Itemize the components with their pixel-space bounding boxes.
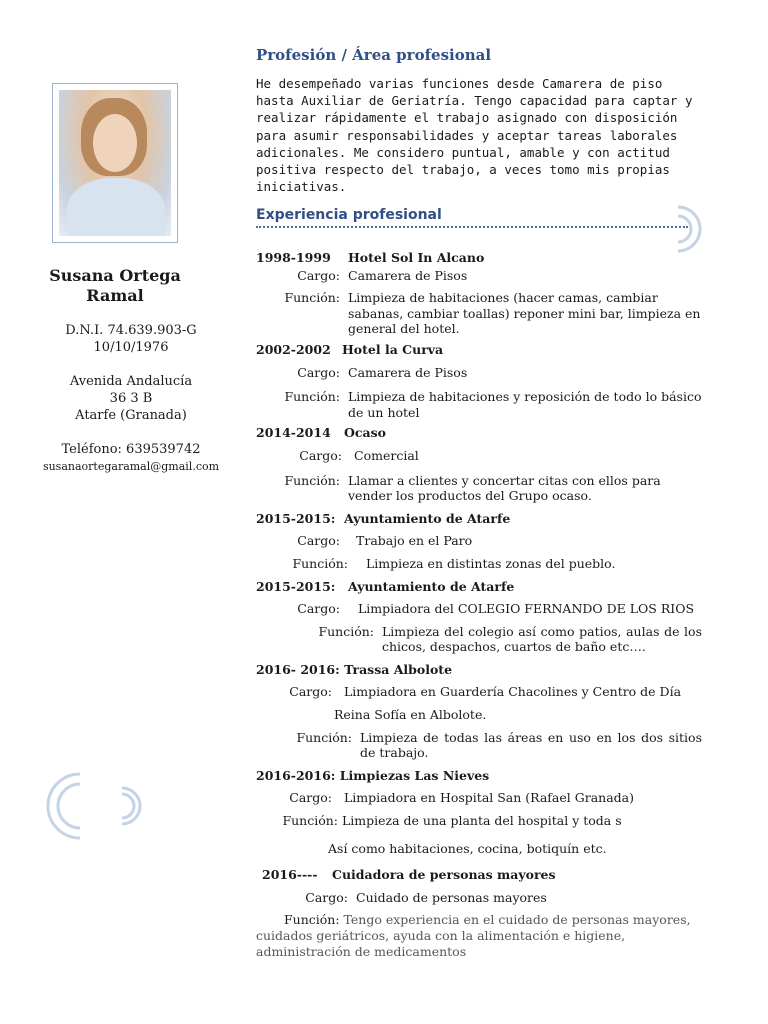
- experience-entry: 2015-2015: Ayuntamiento de Atarfe Cargo: Limpiadora del COLEGIO FERNANDO DE LOS RIOS Función: Limpieza del colegio así como patios, aulas de los chicos, despachos, cuartos de baño etc….: [256, 578, 702, 655]
- personal-info: [36, 322, 226, 475]
- experience-entry: 2016- 2016: Trassa Albolote Cargo: Limpiadora en Guardería Chacolines y Centro de Día Reina Sofía en Albolote. Función: Limpieza de todas las áreas en uso en los dos sitios de trabajo.: [256, 661, 702, 761]
- address-line-3: Atarfe (Granada): [75, 408, 187, 423]
- decorative-arc-bottom-icon: [40, 770, 150, 842]
- birth-date: 10/10/1976: [93, 340, 169, 355]
- profile-photo: [59, 90, 171, 236]
- experience-entry: 2015-2015: Ayuntamiento de Atarfe Cargo: Trabajo en el Paro Función: Limpieza en distintas zonas del pueblo.: [256, 510, 616, 571]
- experience-entry: 2016-2016: Limpiezas Las Nieves Cargo: Limpiadora en Hospital San (Rafael Granada) Función: Limpieza de una planta del hospital y toda s Así como habitaciones, cocina, botiquín etc.: [256, 767, 635, 856]
- experience-entry: 2016---- Cuidadora de personas mayores Cargo: Cuidado de personas mayores Función: Tengo experiencia en el cuidado de personas mayores, cuidados geriátricos, ayuda con la alimentación e higiene, administración de medicamentos: [256, 867, 691, 959]
- experience-list: [256, 246, 702, 959]
- experience-entry: 1998-1999 Hotel Sol In Alcano Cargo: Camarera de Pisos Función: Limpieza de habitaciones (hacer camas, cambiar sabanas, cambiar toallas) reponer mini bar, limpieza en general del hotel.: [256, 250, 701, 337]
- phone: Teléfono: 639539742: [61, 442, 201, 457]
- profile-section: [256, 46, 702, 229]
- experience-entry: 2002-2002 Hotel la Curva Cargo: Camarera de Pisos Función: Limpieza de habitaciones y reposición de todo lo básico de un hotel: [256, 341, 702, 420]
- address-line-2: 36 3 B: [109, 391, 153, 406]
- email: susanaortegaramal@gmail.com: [42, 460, 220, 473]
- dotted-divider: [256, 226, 688, 228]
- experience-title: Experiencia profesional: [256, 207, 442, 224]
- person-name: Susana Ortega Ramal: [49, 266, 181, 305]
- experience-entry: 2014-2014 Ocaso Cargo: Comercial Función: Llamar a clientes y concertar citas con ellos para vender los productos del Grupo ocaso.: [256, 425, 661, 504]
- dni: D.N.I. 74.639.903-G: [65, 323, 197, 338]
- address-line-1: Avenida Andalucía: [69, 374, 193, 389]
- photo-frame: [52, 83, 178, 243]
- profile-title: Profesión / Área profesional: [256, 46, 492, 64]
- profile-summary: He desempeñado varias funciones desde Camarera de piso hasta Auxiliar de Geriatría. Tengo capacidad para captar y realizar rápidamente el trabajo asignado con disposición para asumir responsabilidades y aceptar tareas laborales adicionales. Me considero puntual, amable y con actitud positiva respecto del trabajo, a veces tomo mis propias iniciativas.: [256, 76, 693, 195]
